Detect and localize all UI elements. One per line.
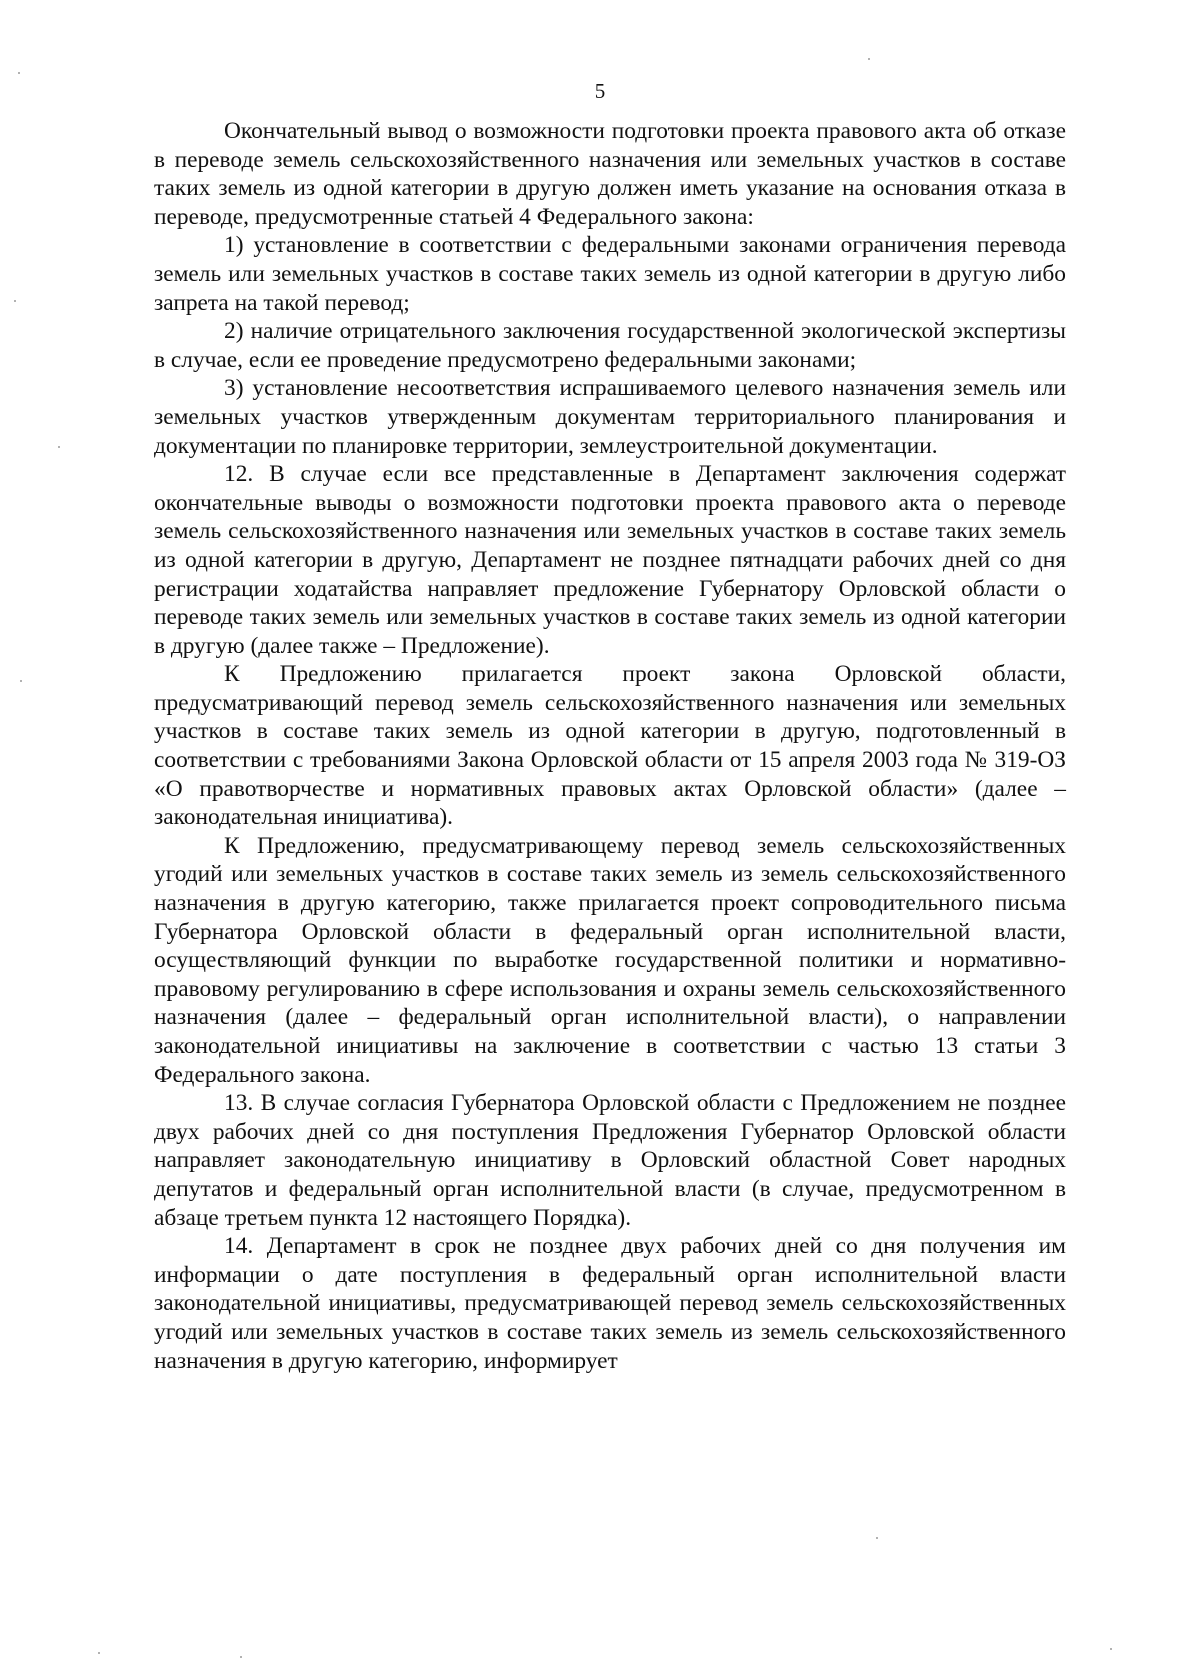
scan-speck [98,1652,100,1654]
paragraph-clause-12: 12. В случае если все представленные в Департамент заключения содержат окончательные выводы о возможности подготовки проекта правового акта о переводе земель сельскохозяйственного назначения или земельных участков в составе таких земель из одной категории в другую, Департамент не позднее пятнадцати рабочих дней со дня регистрации ходатайства направляет предложение Губернатору Орловской области о переводе таких земель или земельных участков в составе таких земель из одной категории в другую (далее также – Предложение). [154,461,1066,659]
list-item-2: 2) наличие отрицательного заключения государственной экологической экспертизы в случае, если ее проведение предусмотрено федеральными законами; [154,318,1066,373]
paragraph-proposal-letter: К Предложению, предусматривающему перевод земель сельскохозяйственных угодий или земельных участков в составе таких земель из земель сельскохозяйственного назначения в другую категорию, также прилагается проект сопроводительного письма Губернатора Орловской области в федеральный орган исполнительной власти, осуществляющий функции по выработке государственной политики и нормативно-правовому регулированию в сфере использования и охраны земель сельскохозяйственного назначения (далее – федеральный орган исполнительной власти), о направлении законодательной инициативы на заключение в соответствии с частью 13 статьи 3 Федерального закона. [154,832,1066,1088]
document-body [154,117,1066,1375]
scan-speck [240,1656,242,1658]
list-item-3: 3) установление несоответствия испрашиваемого целевого назначения земель или земельных участков утвержденным документам территориального планирования и документации по планировке территории, землеустроительной документации. [154,375,1066,459]
scan-speck [1110,1648,1112,1650]
paragraph-proposal-attachment: К Предложению прилагается проект закона Орловской области, предусматривающий перевод земель сельскохозяйственного назначения или земельных участков в составе таких земель из одной категории в другую, подготовленный в соответствии с требованиями Закона Орловской области от 15 апреля 2003 года № 319-ОЗ «О правотворчестве и нормативных правовых актах Орловской области» (далее – законодательная инициатива). [154,661,1066,831]
scan-speck [868,58,870,60]
page-number: 5 [594,79,606,103]
paragraph-final-conclusion: Окончательный вывод о возможности подготовки проекта правового акта об отказе в переводе земель сельскохозяйственного назначения или земельных участков в составе таких земель из одной категории в другую должен иметь указание на основания отказа в переводе, предусмотренные статьей 4 Федерального закона: [154,118,1066,230]
paragraph-clause-14: 14. Департамент в срок не позднее двух рабочих дней со дня получения им информации о дате поступления в федеральный орган исполнительной власти законодательной инициативы, предусматривающей перевод земель сельскохозяйственных угодий или земельных участков в составе таких земель из земель сельскохозяйственного назначения в другую категорию, информирует [154,1233,1066,1374]
scan-speck [14,300,16,302]
scan-speck [58,446,60,448]
scan-speck [20,680,22,682]
scan-speck [876,1537,878,1539]
scan-speck [18,72,20,74]
paragraph-clause-13: 13. В случае согласия Губернатора Орловской области с Предложением не позднее двух рабочих дней со дня поступления Предложения Губернатор Орловской области направляет законодательную инициативу в Орловский областной Совет народных депутатов и федеральный орган исполнительной власти (в случае, предусмотренном в абзаце третьем пункта 12 настоящего Порядка). [154,1090,1066,1231]
list-item-1: 1) установление в соответствии с федеральными законами ограничения перевода земель или земельных участков в составе таких земель из одной категории в другую либо запрета на такой перевод; [154,232,1066,316]
